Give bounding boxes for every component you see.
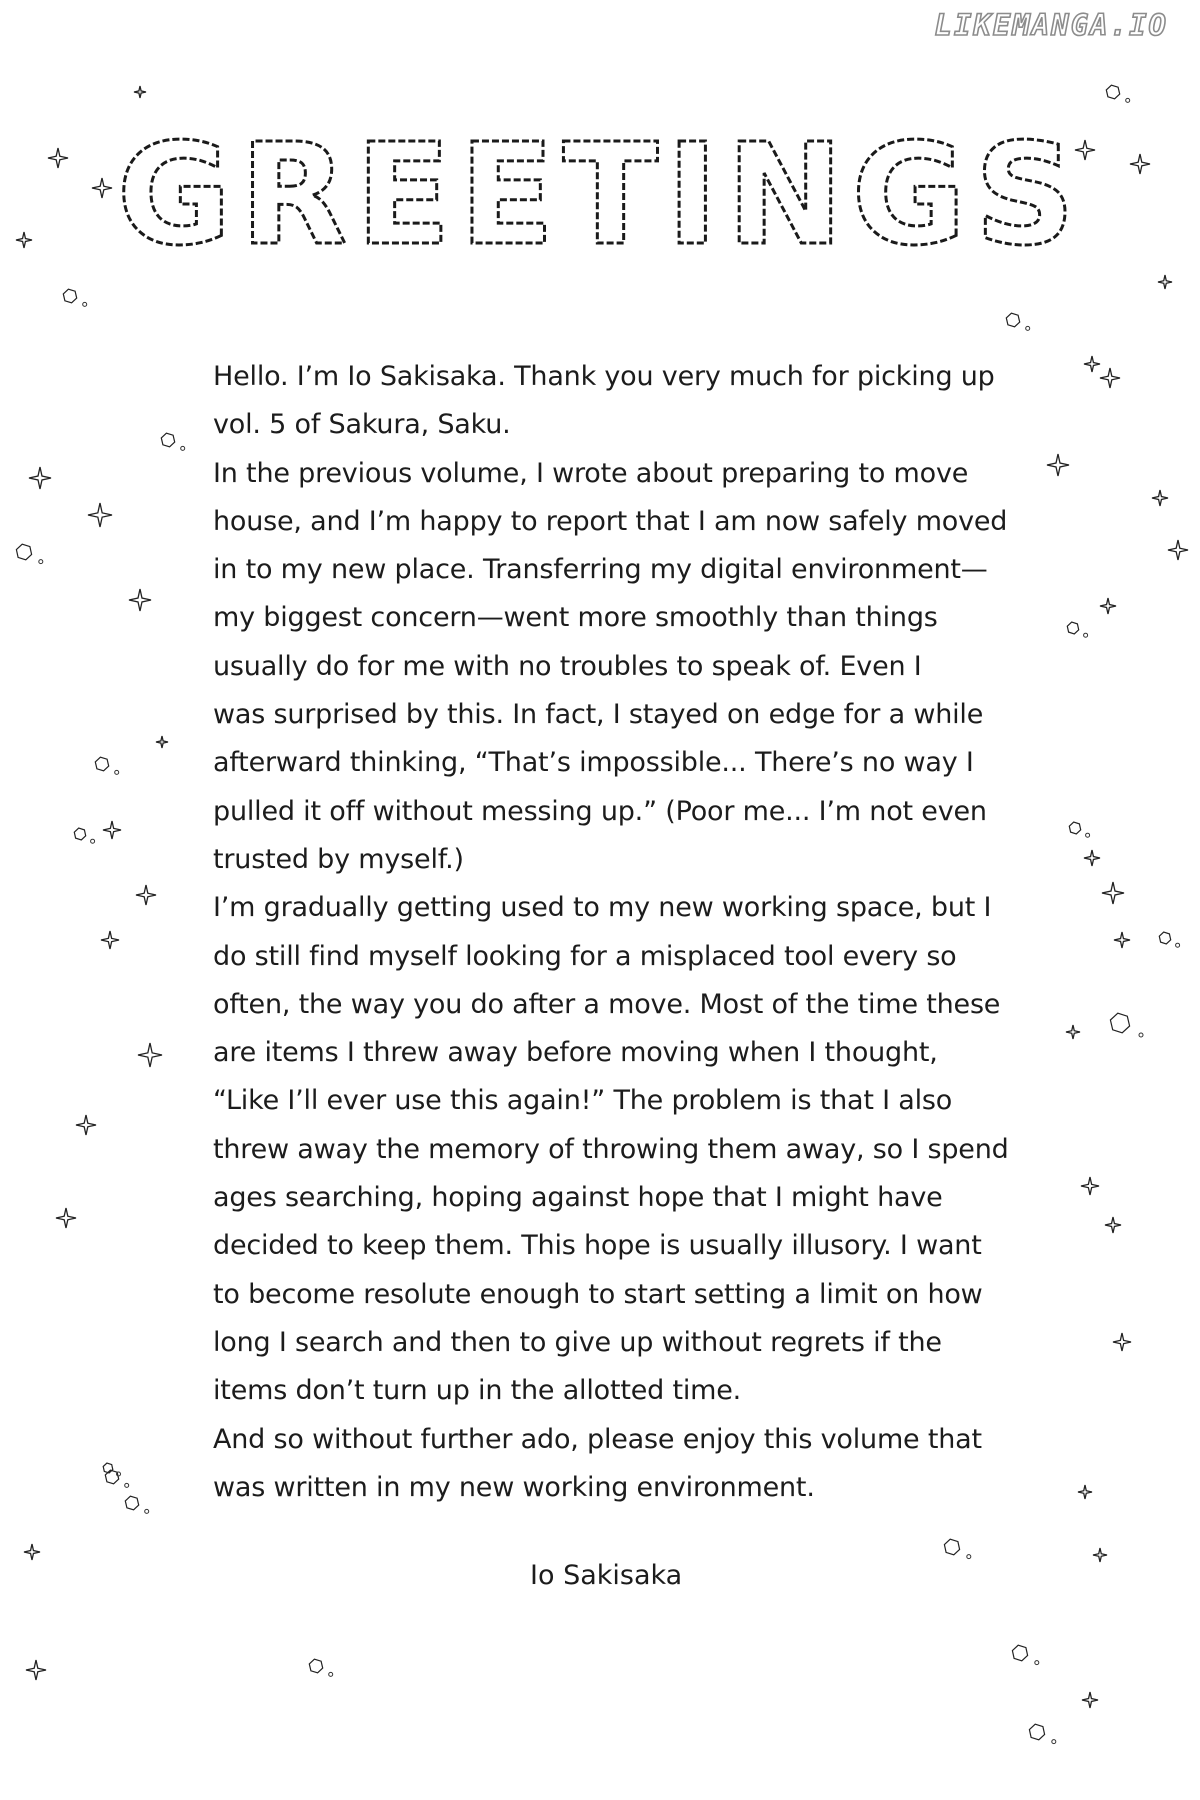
sparkle-icon — [76, 1115, 96, 1135]
gem-icon — [16, 544, 31, 560]
letter-line: threw away the memory of throwing them away, so I spend — [213, 1133, 1009, 1165]
letter-line: was written in my new working environment. — [213, 1471, 815, 1503]
dot-decoration — [1052, 1740, 1056, 1744]
sparkle-icon — [103, 821, 121, 839]
dot-decoration — [115, 770, 119, 774]
sparkle-icon — [101, 931, 119, 949]
sparkle-icon — [156, 736, 168, 748]
gem-icon — [309, 1659, 322, 1673]
site-watermark: LIKEMANGA.IO — [934, 8, 1168, 42]
letter-line: my biggest concern—went more smoothly than things — [213, 602, 938, 634]
letter-line: ages searching, hoping against hope that I might have — [213, 1182, 943, 1214]
letter-line: was surprised by this. In fact, I stayed on edge for a while — [213, 699, 984, 731]
greetings-title — [116, 114, 1084, 277]
greetings-title-text: GREETINGS — [116, 114, 1084, 277]
letter-line: afterward thinking, “That’s impossible... There’s no way I — [213, 747, 974, 779]
dot-decoration — [1176, 943, 1180, 947]
letter-line: I’m gradually getting used to my new working space, but I — [213, 892, 992, 924]
gem-icon — [1110, 1013, 1129, 1033]
dot-decoration — [1086, 833, 1090, 837]
sparkle-icon — [1081, 1177, 1099, 1195]
gem-icon — [1106, 85, 1119, 99]
gem-icon — [103, 1463, 113, 1473]
sparkle-icon — [1102, 882, 1124, 904]
gem-icon — [1069, 822, 1080, 834]
gem-icon — [1029, 1724, 1044, 1740]
sparkle-icon — [1082, 1692, 1098, 1708]
gem-icon — [1006, 313, 1019, 327]
letter-line: vol. 5 of Sakura, Saku. — [213, 409, 511, 441]
letter-line: usually do for me with no troubles to speak of. Even I — [213, 650, 922, 682]
sparkle-icon — [134, 86, 146, 98]
sparkle-icon — [1066, 1025, 1080, 1039]
letter-line: long I search and then to give up without regrets if the — [213, 1326, 942, 1358]
dot-decoration — [91, 839, 95, 843]
dot-decoration — [117, 1472, 121, 1476]
letter-line: pulled it off without messing up.” (Poor me... I’m not even — [213, 795, 987, 827]
letter-line: Hello. I’m Io Sakisaka. Thank you very much for picking up — [213, 361, 995, 392]
gem-icon — [74, 828, 85, 840]
sparkle-icon — [1047, 454, 1069, 476]
dot-decoration — [1084, 633, 1088, 637]
dot-decoration — [145, 1509, 149, 1513]
gem-icon — [161, 433, 174, 447]
dot-decoration — [181, 446, 185, 450]
author-signature: Io Sakisaka — [530, 1560, 683, 1591]
gem-icon — [1012, 1645, 1027, 1661]
sparkle-icon — [1114, 932, 1130, 948]
letter-line: items don’t turn up in the allotted time. — [213, 1375, 742, 1407]
sparkle-icon — [1130, 154, 1150, 174]
letter-line: in to my new place. Transferring my digital environment— — [213, 554, 988, 586]
sparkle-icon — [92, 178, 112, 198]
letter-line: house, and I’m happy to report that I am now safely moved — [213, 505, 1008, 537]
gem-icon — [125, 1496, 138, 1510]
letter-line: decided to keep them. This hope is usually illusory. I want — [213, 1230, 982, 1262]
gem-icon — [63, 289, 76, 303]
sparkle-icon — [1100, 368, 1120, 388]
dot-decoration — [1026, 326, 1030, 330]
letter-line: often, the way you do after a move. Most of the time these — [213, 988, 1001, 1020]
sparkle-icon — [1158, 275, 1172, 289]
dot-decoration — [1139, 1033, 1143, 1037]
sparkle-icon — [1100, 598, 1116, 614]
letter-line: do still find myself looking for a misplaced tool every so — [213, 940, 957, 972]
letter-line: to become resolute enough to start setting a limit on how — [213, 1278, 983, 1310]
sparkle-icon — [129, 589, 151, 611]
greeting-letter — [213, 353, 1013, 1512]
sparkle-icon — [1084, 850, 1100, 866]
gem-icon — [105, 1470, 118, 1484]
dot-decoration — [39, 560, 43, 564]
sparkle-icon — [1113, 1333, 1131, 1351]
sparkle-icon — [136, 885, 156, 905]
letter-line: “Like I’ll ever use this again!” The problem is that I also — [213, 1085, 953, 1117]
sparkle-icon — [16, 232, 32, 248]
sparkle-icon — [29, 467, 51, 489]
gem-icon — [95, 757, 108, 771]
dot-decoration — [125, 1483, 129, 1487]
letter-line: In the previous volume, I wrote about preparing to move — [213, 457, 969, 489]
dot-decoration — [1035, 1661, 1039, 1665]
dot-decoration — [329, 1672, 333, 1676]
sparkle-icon — [24, 1544, 40, 1560]
dot-decoration — [967, 1555, 971, 1559]
gem-icon — [944, 1539, 959, 1555]
letter-line: are items I threw away before moving when I thought, — [213, 1037, 938, 1069]
sparkle-icon — [138, 1043, 162, 1067]
sparkle-icon — [1105, 1217, 1121, 1233]
dot-decoration — [83, 302, 87, 306]
dot-decoration — [1126, 98, 1130, 102]
sparkle-icon — [1078, 1485, 1092, 1499]
sparkle-icon — [26, 1660, 46, 1680]
letter-line: trusted by myself.) — [213, 843, 464, 875]
gem-icon — [1067, 622, 1078, 634]
letter-line: And so without further ado, please enjoy this volume that — [213, 1423, 982, 1455]
sparkle-icon — [48, 148, 68, 168]
sparkle-icon — [1168, 540, 1188, 560]
sparkle-icon — [1084, 356, 1100, 372]
sparkle-icon — [1093, 1548, 1107, 1562]
sparkle-icon — [56, 1208, 76, 1228]
gem-icon — [1159, 932, 1170, 944]
sparkle-icon — [88, 503, 112, 527]
sparkle-icon — [1152, 490, 1168, 506]
